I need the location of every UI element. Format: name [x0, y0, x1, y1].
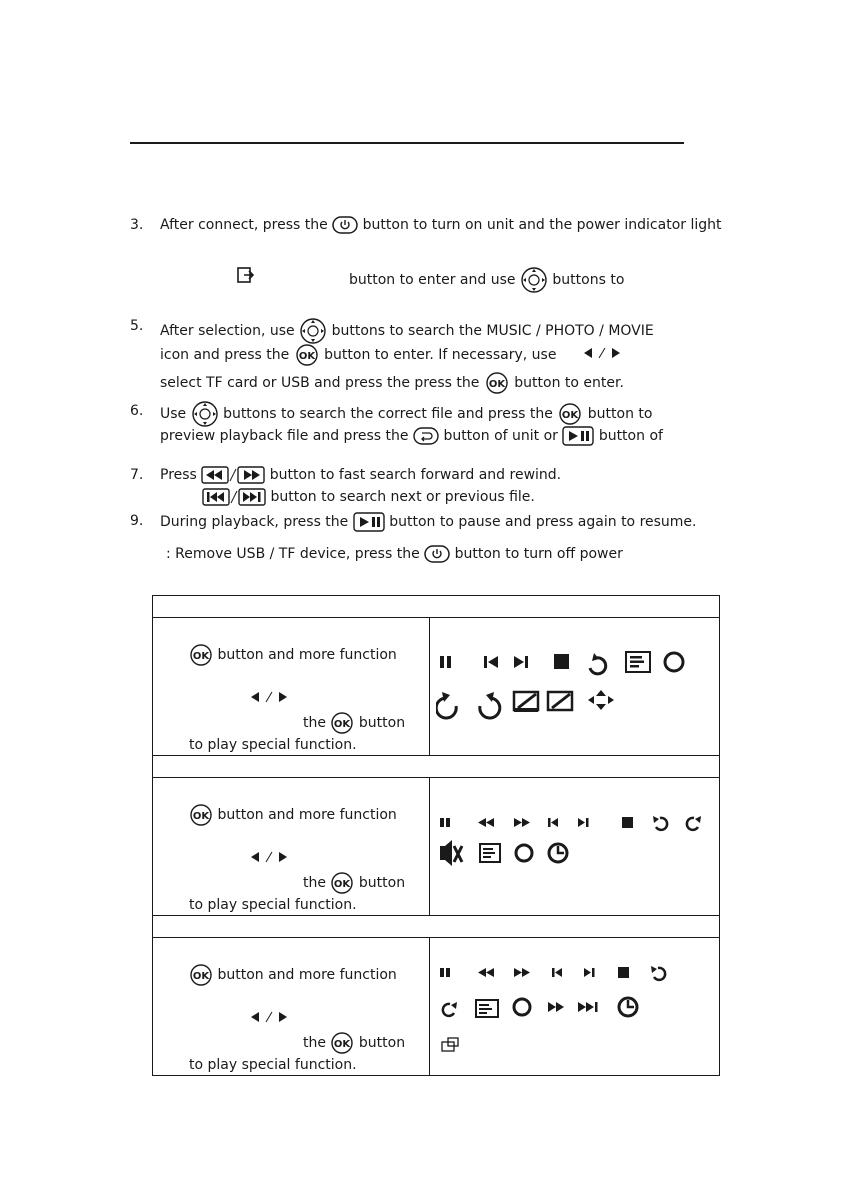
mute-icon: [440, 840, 462, 866]
step-text: button to fast search forward and rewind.: [269, 467, 562, 483]
svg-text:OK: OK: [488, 379, 505, 390]
step-6-number: 6.: [130, 403, 144, 419]
next-icon: [578, 818, 589, 827]
step-text: button to turn off power: [454, 546, 623, 562]
movie-instructions-cell: [153, 938, 430, 1076]
slow-forward-icon: [548, 1002, 564, 1012]
stop-icon: [554, 654, 569, 669]
previous-icon: [484, 656, 498, 668]
power-button-icon: [424, 545, 450, 563]
previous-icon: [552, 968, 562, 977]
ok-button-icon: [330, 1032, 354, 1054]
table-header-band: [153, 596, 720, 618]
step-text: buttons to: [552, 272, 625, 288]
table-header-band: [153, 756, 720, 778]
navigation-pad-icon: [191, 400, 219, 428]
info-circle-icon: [516, 845, 532, 861]
ok-line: OK button and more function: [189, 804, 397, 826]
ok-button-icon: [189, 964, 213, 986]
step-text: button to enter and use: [349, 272, 516, 288]
step-5-number: 5.: [130, 318, 144, 334]
step-9-text: [160, 512, 697, 532]
repeat-one-icon: [653, 816, 667, 830]
step-text: button to search next or previous file.: [270, 489, 535, 505]
step-7-text: [160, 466, 561, 484]
pan-arrows-icon: [588, 690, 614, 710]
pause-icon: [440, 968, 450, 977]
pause-icon: [440, 656, 451, 668]
table-header-band: [153, 916, 720, 938]
step-text: buttons to search the MUSIC / PHOTO / MOVIE: [331, 323, 654, 339]
timer-icon: [619, 998, 637, 1016]
timer-icon: [549, 844, 567, 862]
header-rule: [130, 142, 684, 144]
zoom-out-icon: [548, 692, 572, 710]
special-function-line: to play special function.: [189, 1057, 357, 1073]
function-table: [152, 595, 720, 1076]
ok-button-icon: [189, 644, 213, 666]
step-text: After selection, use: [160, 323, 295, 339]
left-right-arrows-icon: [249, 688, 289, 711]
playlist-icon: [476, 1000, 498, 1017]
rotate-left-icon: [436, 692, 456, 718]
ok-button-icon: [189, 804, 213, 826]
navigation-pad-icon: [299, 317, 327, 345]
step-3: [130, 216, 143, 234]
the-ok-line: the OK button: [303, 872, 405, 894]
step-forward-icon: [578, 1002, 598, 1012]
ok-button-icon: [557, 403, 583, 425]
movie-icons-cell: [430, 938, 720, 1076]
playlist-icon: [626, 652, 650, 672]
step-6-text: [160, 400, 652, 428]
step-7-number: 7.: [130, 467, 144, 483]
stop-icon: [622, 817, 633, 828]
step-text: During playback, press the: [160, 514, 349, 530]
the-ok-line: the OK button: [303, 1032, 405, 1054]
step-5-line2: [160, 344, 556, 366]
music-icons-cell: [430, 618, 720, 756]
step-text: button of unit or: [443, 428, 558, 444]
play-pause-button-icon: [353, 512, 385, 532]
repeat-icon: [651, 966, 665, 980]
step-text: Use: [160, 406, 187, 422]
step-text: buttons to search the correct file and press the: [223, 406, 553, 422]
next-icon: [584, 968, 595, 977]
step-4-text-b: [349, 266, 624, 294]
ok-button-icon: [484, 372, 510, 394]
svg-text:OK: OK: [192, 811, 210, 822]
svg-text:OK: OK: [192, 651, 210, 662]
movie-function-icons: [436, 960, 706, 1060]
svg-text:OK: OK: [562, 410, 579, 421]
step-text: button to: [587, 406, 653, 422]
step-text: preview playback file and press the: [160, 428, 409, 444]
svg-text:OK: OK: [298, 351, 315, 362]
step-text: icon and press the: [160, 347, 290, 363]
left-right-arrows-icon: [249, 848, 289, 871]
step-text: button of: [598, 428, 663, 444]
stop-icon: [618, 967, 629, 978]
ok-line: OK button and more function: [189, 964, 397, 986]
fast-forward-icon: [514, 818, 530, 827]
previous-icon: [548, 818, 558, 827]
ok-button-icon: [330, 712, 354, 734]
next-icon: [514, 656, 528, 668]
step-number: 3.: [130, 217, 144, 233]
repeat-all-icon: [687, 816, 701, 830]
repeat-all-icon: [443, 1002, 457, 1016]
info-circle-icon: [514, 999, 530, 1015]
fast-forward-icon: [514, 968, 530, 977]
aspect-ratio-icon: [442, 1038, 458, 1051]
power-button-icon: [332, 216, 358, 234]
step-8-text: [202, 488, 535, 506]
step-text: button to enter.: [514, 375, 624, 391]
left-right-arrows-icon: [249, 1008, 289, 1031]
return-button-icon: [413, 427, 439, 445]
step-9-number: 9.: [130, 513, 144, 529]
left-right-arrows-icon: [582, 344, 622, 367]
rewind-icon: [478, 818, 494, 827]
ok-line: OK button and more function: [189, 644, 397, 666]
rotate-right-icon: [480, 692, 500, 718]
rewind-forward-buttons-icon: [201, 466, 265, 484]
step-5-text: [160, 317, 654, 345]
special-function-line: to play special function.: [189, 897, 357, 913]
step-6-line2: [160, 426, 663, 446]
photo-function-icons: [436, 648, 706, 728]
svg-text:OK: OK: [192, 971, 210, 982]
ok-button-icon: [294, 344, 320, 366]
pause-icon: [440, 818, 450, 827]
step-text: select TF card or USB and press the press the: [160, 375, 480, 391]
the-ok-line: the OK button: [303, 712, 405, 734]
playlist-icon: [480, 844, 500, 862]
navigation-pad-icon: [520, 266, 548, 294]
svg-text:OK: OK: [334, 1039, 351, 1050]
step-3-text: [160, 216, 722, 234]
step-text: button to turn on unit and the power indicator light: [362, 217, 722, 233]
svg-text:OK: OK: [334, 719, 351, 730]
info-circle-icon: [665, 653, 683, 671]
step-text: After connect, press the: [160, 217, 328, 233]
music-instructions-cell-2: [153, 778, 430, 916]
input-source-icon: [236, 266, 256, 284]
step-text: button to pause and press again to resume.: [389, 514, 697, 530]
step-text: button to enter. If necessary, use: [324, 347, 557, 363]
prev-next-buttons-icon: [202, 488, 266, 506]
step-5-line3: [160, 372, 624, 394]
note-text: [166, 545, 623, 563]
play-pause-button-icon: [562, 426, 594, 446]
music-function-icons: [436, 810, 706, 880]
step-4-text: [236, 266, 256, 284]
step-text: Press: [160, 467, 197, 483]
svg-text:OK: OK: [334, 879, 351, 890]
music-icons-cell-2: [430, 778, 720, 916]
special-function-line: to play special function.: [189, 737, 357, 753]
step-text: : Remove USB / TF device, press the: [166, 546, 420, 562]
ok-button-icon: [330, 872, 354, 894]
rewind-icon: [478, 968, 494, 977]
zoom-in-icon: [514, 692, 538, 712]
repeat-icon: [590, 653, 606, 674]
music-instructions-cell: [153, 618, 430, 756]
